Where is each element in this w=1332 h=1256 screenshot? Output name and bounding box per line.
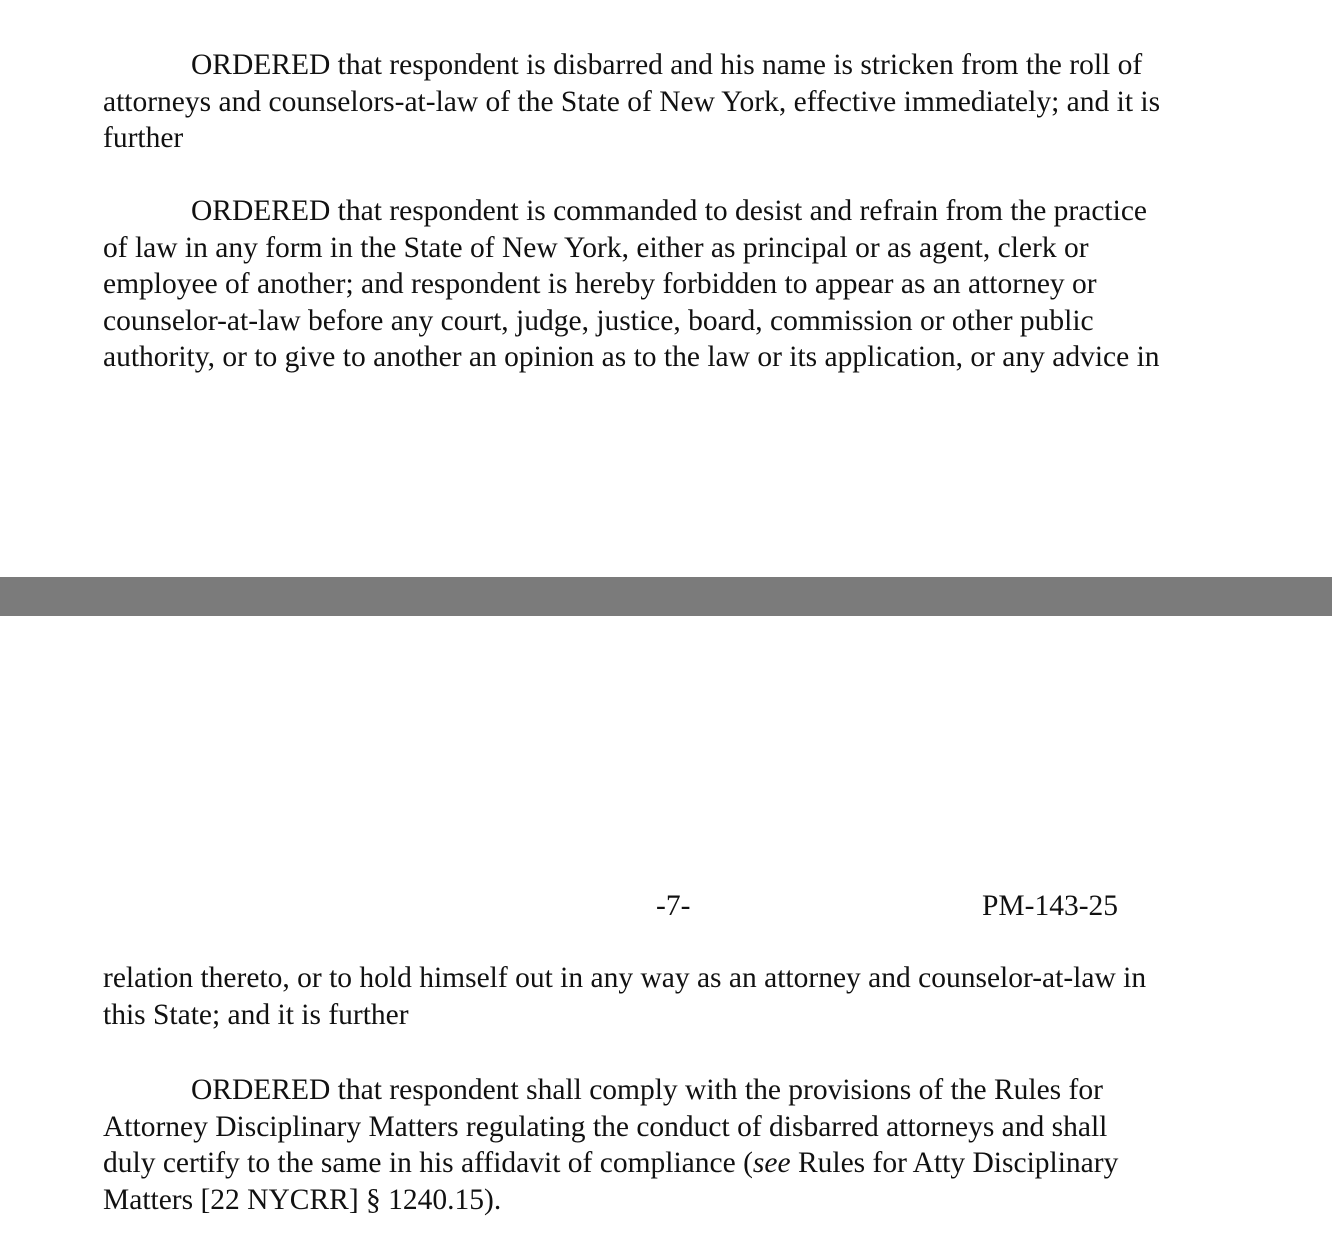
- text-line: ORDERED that respondent is disbarred and his name is stricken from the roll of: [191, 49, 1143, 81]
- text-segment: Rules for Atty Disciplinary: [790, 1147, 1119, 1179]
- document-page-upper: [0, 0, 1332, 577]
- document-page-lower: [0, 616, 1332, 1256]
- text-line: Attorney Disciplinary Matters regulating the conduct of disbarred attorneys and shall: [103, 1110, 1108, 1143]
- order-comply-paragraph: [103, 1072, 1263, 1218]
- order-disbarment-paragraph: [103, 47, 1263, 157]
- docket-number: PM-143-25: [982, 890, 1119, 922]
- text-line: relation thereto, or to hold himself out in any way as an attorney and counselor-at-law in: [103, 962, 1147, 994]
- text-line: [103, 1145, 1263, 1182]
- text-line: ORDERED that respondent shall comply with the provisions of the Rules for: [191, 1074, 1103, 1106]
- page-number: -7-: [656, 890, 691, 922]
- text-line: of law in any form in the State of New York, either as principal or as agent, clerk or: [103, 231, 1089, 264]
- text-line: counselor-at-law before any court, judge, justice, board, commission or other public: [103, 304, 1094, 337]
- text-line: authority, or to give to another an opinion as to the law or its application, or any advice in: [103, 341, 1160, 373]
- text-line: this State; and it is further: [103, 998, 409, 1031]
- text-line: attorneys and counselors-at-law of the State of New York, effective immediately; and it is: [103, 85, 1161, 118]
- continuation-paragraph: [103, 960, 1263, 1033]
- text-segment: duly certify to the same in his affidavit of compliance (: [103, 1147, 753, 1179]
- page-separator: [0, 577, 1332, 616]
- text-line: further: [103, 122, 184, 154]
- text-line: employee of another; and respondent is hereby forbidden to appear as an attorney or: [103, 268, 1097, 300]
- text-line: Matters [22 NYCRR] § 1240.15).: [103, 1183, 502, 1216]
- order-desist-paragraph: [103, 193, 1263, 376]
- citation-signal-italic: see: [752, 1147, 791, 1179]
- text-line: ORDERED that respondent is commanded to desist and refrain from the practice: [191, 195, 1148, 227]
